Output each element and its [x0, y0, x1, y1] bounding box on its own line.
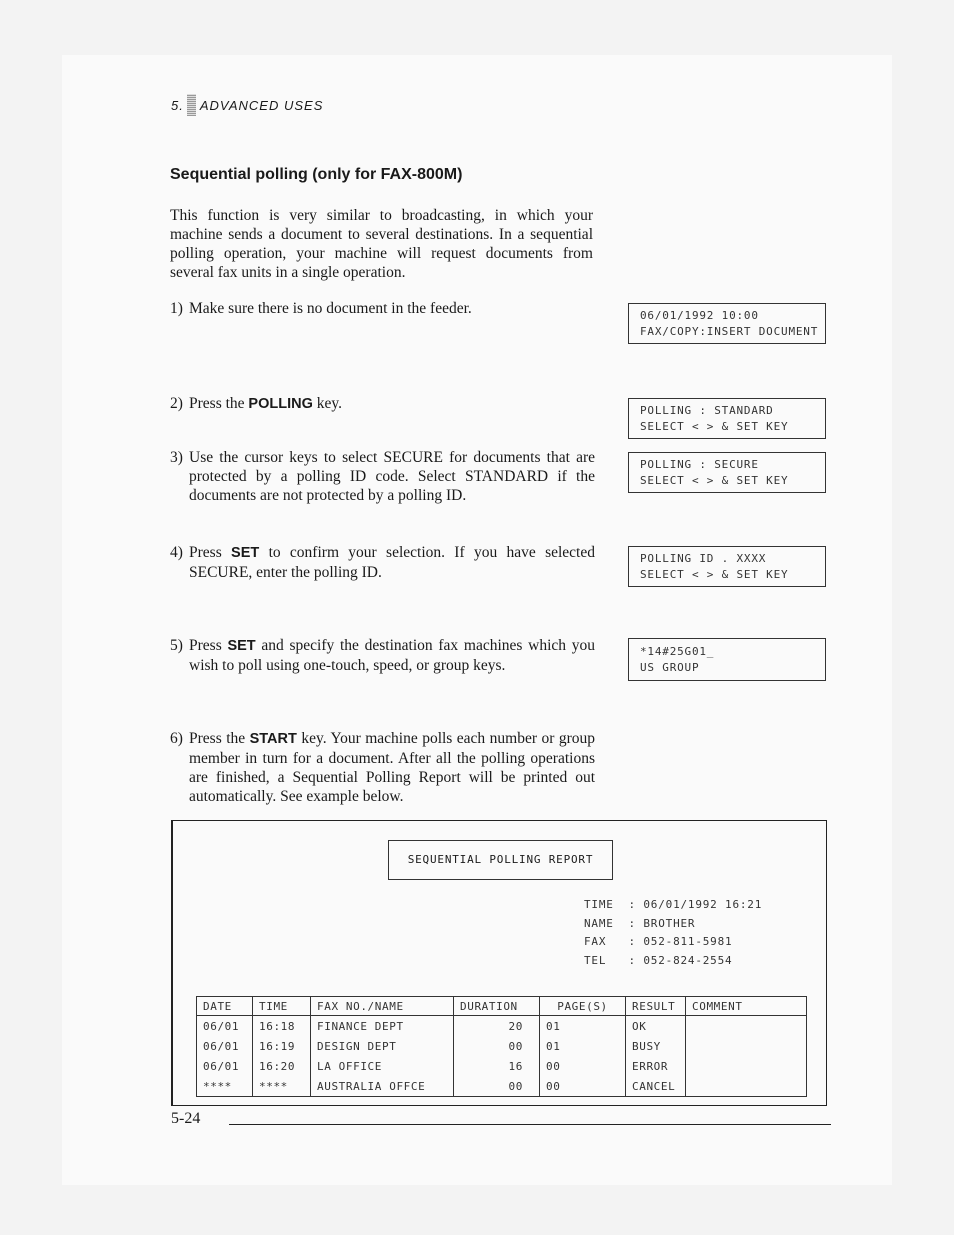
report-info-time: TIME : 06/01/1992 16:21	[584, 898, 763, 911]
cell-duration: 16	[454, 1056, 540, 1076]
column-header: PAGE(S)	[540, 997, 626, 1016]
step-1	[170, 299, 595, 319]
step-5	[170, 636, 595, 675]
cell-result: CANCEL	[626, 1076, 686, 1097]
chapter-tab-marker	[187, 94, 196, 116]
step-number: 5)	[170, 637, 183, 654]
report-info	[584, 896, 762, 971]
step-text: Use the cursor keys to select SECURE for documents that are protected by a polling ID code. Select STANDARD if the documents are not protected by a polling ID.	[189, 449, 595, 504]
lcd-line-1: *14#25G01_	[640, 645, 715, 658]
sequential-polling-report	[171, 820, 827, 1106]
step-number: 3)	[170, 449, 183, 466]
cell-name: AUSTRALIA OFFCE	[311, 1076, 454, 1097]
footer-rule	[229, 1124, 831, 1125]
lcd-line-2: US GROUP	[640, 660, 700, 674]
lcd-display-4	[628, 546, 826, 587]
lcd-line-2: SELECT < > & SET KEY	[640, 419, 789, 433]
step-text: Press SET and specify the destination fax machines which you wish to poll using one-touch, speed, or group keys.	[189, 637, 595, 674]
lcd-line-2: SELECT < > & SET KEY	[640, 473, 789, 487]
lcd-line-1: POLLING ID . XXXX	[640, 552, 767, 565]
cell-name: DESIGN DEPT	[311, 1036, 454, 1056]
column-header: TIME	[253, 997, 311, 1016]
column-header: DURATION	[454, 997, 540, 1016]
report-title: SEQUENTIAL POLLING REPORT	[388, 840, 613, 880]
cell-result: BUSY	[626, 1036, 686, 1056]
cell-comment	[686, 1036, 807, 1056]
step-6	[170, 729, 595, 806]
table-row	[197, 1016, 807, 1037]
cell-date: 06/01	[197, 1016, 253, 1037]
step-4	[170, 543, 595, 582]
lcd-display-3	[628, 452, 826, 493]
step-number: 1)	[170, 300, 183, 317]
column-header: RESULT	[626, 997, 686, 1016]
step-3	[170, 448, 595, 506]
step-text: Press SET to confirm your selection. If you have selected SECURE, enter the polling ID.	[189, 544, 595, 581]
cell-duration: 20	[454, 1016, 540, 1037]
column-header: DATE	[197, 997, 253, 1016]
cell-name: LA OFFICE	[311, 1056, 454, 1076]
lcd-display-1	[628, 303, 826, 344]
cell-time: 16:20	[253, 1056, 311, 1076]
intro-paragraph: This function is very similar to broadcasting, in which your machine sends a document to several destinations. In a sequential polling operation, your machine will request documents from several fax units in a single operation.	[170, 207, 593, 281]
table-row	[197, 1036, 807, 1056]
page-number: 5-24	[171, 1110, 201, 1127]
cell-date: ****	[197, 1076, 253, 1097]
table-row	[197, 1076, 807, 1097]
step-number: 6)	[170, 730, 183, 747]
cell-comment	[686, 1056, 807, 1076]
cell-comment	[686, 1076, 807, 1097]
lcd-line-2: FAX/COPY:INSERT DOCUMENT	[640, 324, 819, 338]
lcd-display-5	[628, 638, 826, 681]
cell-pages: 01	[540, 1016, 626, 1037]
cell-result: OK	[626, 1016, 686, 1037]
step-number: 2)	[170, 395, 183, 412]
cell-pages: 00	[540, 1076, 626, 1097]
cell-time: 16:19	[253, 1036, 311, 1056]
column-header: COMMENT	[686, 997, 807, 1016]
cell-date: 06/01	[197, 1056, 253, 1076]
report-info-fax: FAX : 052-811-5981	[584, 935, 733, 949]
lcd-line-1: 06/01/1992 10:00	[640, 309, 759, 322]
cell-date: 06/01	[197, 1036, 253, 1056]
step-2	[170, 394, 595, 414]
lcd-display-2	[628, 398, 826, 439]
table-header-row	[197, 997, 807, 1016]
report-info-name: NAME : BROTHER	[584, 916, 696, 930]
cell-comment	[686, 1016, 807, 1037]
section-title: Sequential polling (only for FAX-800M)	[170, 166, 463, 183]
cell-time: ****	[253, 1076, 311, 1097]
report-table	[196, 996, 807, 1097]
report-info-tel: TEL : 052-824-2554	[584, 954, 733, 968]
step-text: Press the POLLING key.	[189, 395, 342, 412]
cell-duration: 00	[454, 1036, 540, 1056]
cell-duration: 00	[454, 1076, 540, 1097]
table-row	[197, 1056, 807, 1076]
cell-time: 16:18	[253, 1016, 311, 1037]
cell-result: ERROR	[626, 1056, 686, 1076]
cell-name: FINANCE DEPT	[311, 1016, 454, 1037]
step-number: 4)	[170, 544, 183, 561]
lcd-line-2: SELECT < > & SET KEY	[640, 567, 789, 581]
cell-pages: 00	[540, 1056, 626, 1076]
step-text: Press the START key. Your machine polls each number or group member in turn for a document. After all the polling operations are finished, a Sequential Polling Report will be printed out automatically. See example below.	[189, 730, 595, 805]
chapter-number: 5.	[171, 97, 184, 113]
section-name: ADVANCED USES	[199, 97, 324, 113]
column-header: FAX NO./NAME	[311, 997, 454, 1016]
running-header	[171, 94, 323, 116]
step-text: Make sure there is no document in the feeder.	[189, 300, 472, 317]
cell-pages: 01	[540, 1036, 626, 1056]
lcd-line-1: POLLING : STANDARD	[640, 404, 774, 417]
lcd-line-1: POLLING : SECURE	[640, 458, 759, 471]
